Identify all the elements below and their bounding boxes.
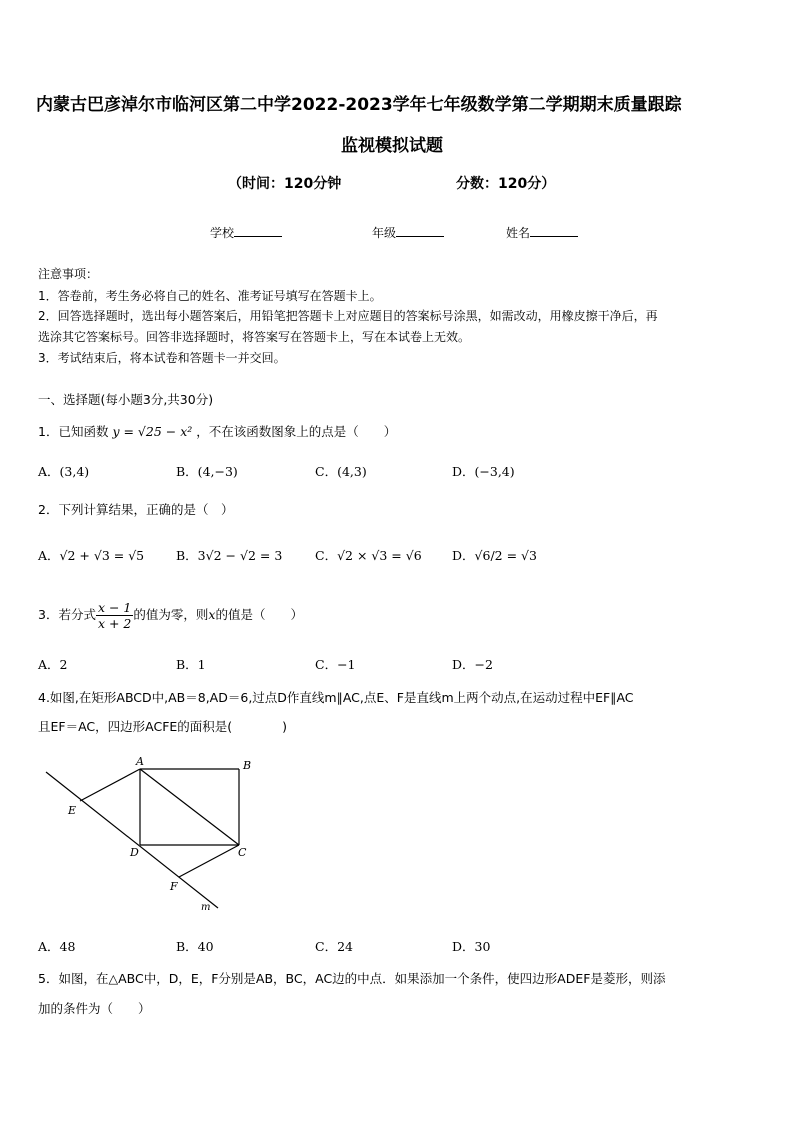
label-c: C: [238, 846, 247, 859]
q1-stem-b: ，不在该函数图象上的点是（ ）: [196, 424, 397, 439]
note-item-2a: 2．回答选择题时，选出每小题答案后，用铅笔把答题卡上对应题目的答案标号涂黑，如需改动，用橡皮擦干净后，再: [38, 309, 658, 323]
q3-option-b: B．1: [176, 657, 206, 672]
q4-option-b: B．40: [176, 939, 214, 954]
q4-option-c: C．24: [315, 939, 353, 954]
q1-option-b: B．(4,−3): [176, 464, 238, 479]
q2-option-a: A．√2 + √3 = √5: [38, 548, 145, 563]
score-label: 分数：120分）: [456, 176, 556, 192]
q3-option-a: A．2: [38, 657, 68, 672]
segment-ae: [80, 769, 140, 801]
note-item-3: 3．考试结束后，将本试卷和答题卡一并交回。: [38, 351, 286, 365]
q2-option-b: B．3√2 − √2 = 3: [176, 548, 283, 563]
question-5-line-2: 加的条件为（ ）: [38, 1001, 151, 1016]
q4-figure: [40, 752, 260, 917]
school-blank: [234, 224, 282, 237]
q4-option-d: D．30: [452, 939, 491, 954]
grade-field: [372, 224, 444, 241]
q3-option-d: D．−2: [452, 657, 493, 672]
school-field: [210, 224, 282, 241]
q1-option-d: D．(−3,4): [452, 464, 515, 479]
note-item-2b: 选涂其它答案标号。回答非选择题时，将答案写在答题卡上，写在本试卷上无效。: [38, 330, 471, 344]
line-m: [46, 772, 218, 908]
q3-stem-a: 3．若分式: [38, 607, 96, 622]
grade-blank: [396, 224, 444, 237]
q2-option-d: D．√6/2 = √3: [452, 548, 537, 563]
q3-var: x: [208, 607, 216, 622]
question-1-stem: [38, 422, 396, 440]
question-3-stem: [38, 600, 303, 631]
q3-fraction-numerator: x − 1: [97, 600, 132, 615]
time-label: （时间：120分钟: [228, 176, 342, 192]
name-label: 姓名: [506, 226, 531, 240]
segment-cf: [179, 845, 239, 877]
label-m: m: [201, 902, 211, 913]
label-d: D: [130, 846, 139, 859]
school-label: 学校: [210, 226, 235, 240]
page-title-line-1: 内蒙古巴彦淖尔市临河区第二中学2022-2023学年七年级数学第二学期期末质量跟踪: [36, 95, 682, 115]
question-4-line-1: 4.如图,在矩形ABCD中,AB＝8,AD＝6,过点D作直线m∥AC,点E、F是直线m上两个动点,在运动过程中EF∥AC: [38, 690, 634, 705]
q1-function: y = √25 − x²: [112, 424, 193, 439]
question-4-line-2: 且EF＝AC，四边形ACFE的面积是( ): [38, 719, 288, 734]
q3-stem-c: 的值是（ ）: [215, 607, 303, 622]
q1-stem-a: 1．已知函数: [38, 424, 109, 439]
q1-option-a: A．(3,4): [38, 464, 90, 479]
label-b: B: [243, 759, 252, 772]
label-a: A: [136, 755, 144, 768]
q3-fraction-denominator: x + 2: [97, 616, 132, 631]
question-2-stem: 2．下列计算结果，正确的是（ ）: [38, 502, 234, 517]
q3-fraction: [96, 600, 133, 631]
page-title-line-2: 监视模拟试题: [341, 136, 443, 156]
q3-stem-b: 的值为零，则: [133, 607, 209, 622]
name-blank: [530, 224, 578, 237]
q1-option-c: C．(4,3): [315, 464, 367, 479]
section-heading: 一、选择题(每小题3分,共30分): [38, 392, 214, 407]
segment-ac: [140, 769, 239, 845]
question-5-line-1: 5．如图，在△ABC中，D，E，F分别是AB，BC，AC边的中点．如果添加一个条件，使四边形ADEF是菱形，则添: [38, 971, 666, 986]
q2-option-c: C．√2 × √3 = √6: [315, 548, 422, 563]
note-item-1: 1．答卷前，考生务必将自己的姓名、准考证号填写在答题卡上。: [38, 289, 382, 303]
label-f: F: [170, 880, 178, 893]
q3-option-c: C．−1: [315, 657, 356, 672]
q4-option-a: A．48: [38, 939, 76, 954]
grade-label: 年级: [372, 226, 397, 240]
name-field: [506, 224, 578, 241]
label-e: E: [68, 804, 77, 817]
notes-heading: 注意事项：: [38, 267, 99, 281]
